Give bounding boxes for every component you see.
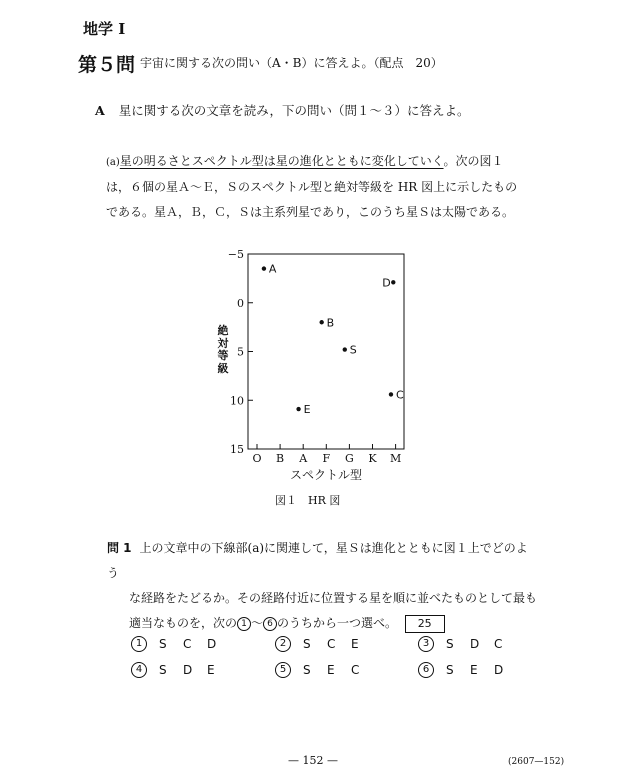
option-number: 1 [131, 636, 147, 652]
star-point-a [262, 266, 266, 270]
x-tick-label: M [389, 452, 402, 465]
plot-frame [248, 254, 404, 449]
answer-box[interactable]: 25 [405, 615, 445, 633]
data-points [262, 263, 404, 416]
page-code: (2607—152) [508, 757, 565, 767]
y-tick-label: 0 [237, 296, 244, 310]
option-4[interactable] [131, 662, 231, 678]
star-label-e: E [303, 403, 311, 417]
option-star: E [351, 636, 359, 651]
option-star: S [303, 662, 311, 677]
option-star: S [446, 636, 454, 651]
star-label-s: S [349, 343, 357, 357]
star-point-e [296, 407, 300, 411]
x-ticks [252, 444, 401, 465]
y-ticks [228, 248, 253, 456]
option-star: S [446, 662, 454, 677]
option-star: D [494, 662, 504, 677]
option-star: C [327, 636, 336, 651]
question-number: 第５問 [78, 54, 136, 76]
q1-label: 問 1 [107, 541, 132, 555]
option-number: 5 [275, 662, 291, 678]
chart-axes [248, 254, 404, 449]
star-point-b [319, 320, 323, 324]
option-star: D [183, 662, 193, 677]
star-point-d [391, 280, 395, 284]
option-star: C [351, 662, 360, 677]
option-2[interactable] [275, 636, 375, 652]
page-number: — 152 — [288, 754, 338, 767]
q1-text-line1: 上の文章中の下線部(a)に関連して，星Ｓは進化とともに図１上でどのよう [107, 541, 528, 580]
circled-number-1: 1 [237, 617, 251, 631]
option-star: E [470, 662, 478, 677]
option-number: 3 [418, 636, 434, 652]
q1-text-line3a: 適当なものを，次の [129, 616, 238, 630]
option-star: S [159, 636, 167, 651]
passage-rest: 。次の図１は，６個の星Ａ〜Ｅ，Ｓのスペクトル型と絶対等級を HR 図上に示したものである。星Ａ，Ｂ，Ｃ，Ｓは主系列星であり，このうち星Ｓは太陽である。 [106, 154, 518, 219]
option-6[interactable] [418, 662, 518, 678]
option-1[interactable] [131, 636, 231, 652]
option-star: D [470, 636, 480, 651]
subject-title: 地学 I [83, 20, 126, 38]
option-star: E [207, 662, 215, 677]
passage-marker: (a) [106, 157, 120, 168]
y-tick-label: 15 [230, 443, 244, 456]
option-star: E [327, 662, 335, 677]
x-tick-label: G [345, 452, 354, 465]
q1-text-line2: な経路をたどるか。その経路付近に位置する星を順に並べたものとして最も [129, 591, 538, 605]
option-3[interactable] [418, 636, 518, 652]
question-1 [107, 536, 537, 636]
question-title: 宇宙に関する次の問い（A・B）に答えよ。（配点 20） [140, 56, 443, 70]
y-tick-label: 5 [237, 345, 244, 359]
star-label-d: D [382, 276, 391, 290]
part-a-label: A [95, 103, 105, 118]
x-tick-label: F [322, 452, 331, 465]
star-label-b: B [326, 316, 335, 330]
q1-text-line3b: のうちから一つ選べ。 [277, 616, 398, 630]
option-star: D [207, 636, 217, 651]
star-point-c [389, 392, 393, 396]
star-label-c: C [395, 388, 404, 402]
option-number: 6 [418, 662, 434, 678]
x-tick-label: K [368, 452, 377, 465]
x-tick-label: O [252, 452, 262, 465]
y-axis-label: 絶対等級 [217, 324, 229, 375]
option-number: 2 [275, 636, 291, 652]
circled-number-6: 6 [263, 617, 277, 631]
option-star: C [183, 636, 192, 651]
figure-caption: 図１ HR 図 [275, 494, 341, 507]
part-a-text: 星に関する次の文章を読み，下の問い（問１〜３）に答えよ。 [118, 103, 470, 118]
option-5[interactable] [275, 662, 375, 678]
x-tick-label: B [276, 452, 285, 465]
y-tick-label: −5 [227, 248, 244, 261]
option-star: S [303, 636, 311, 651]
x-axis-label: スペクトル型 [290, 468, 363, 482]
star-label-a: A [268, 262, 277, 276]
option-star: C [494, 636, 503, 651]
x-tick-label: A [299, 452, 308, 465]
option-number: 4 [131, 662, 147, 678]
y-tick-label: 10 [230, 394, 244, 408]
option-star: S [159, 662, 167, 677]
passage-underlined: 星の明るさとスペクトル型は星の進化とともに変化していく [119, 154, 444, 168]
star-point-s [343, 347, 347, 351]
tilde: 〜 [251, 616, 264, 630]
